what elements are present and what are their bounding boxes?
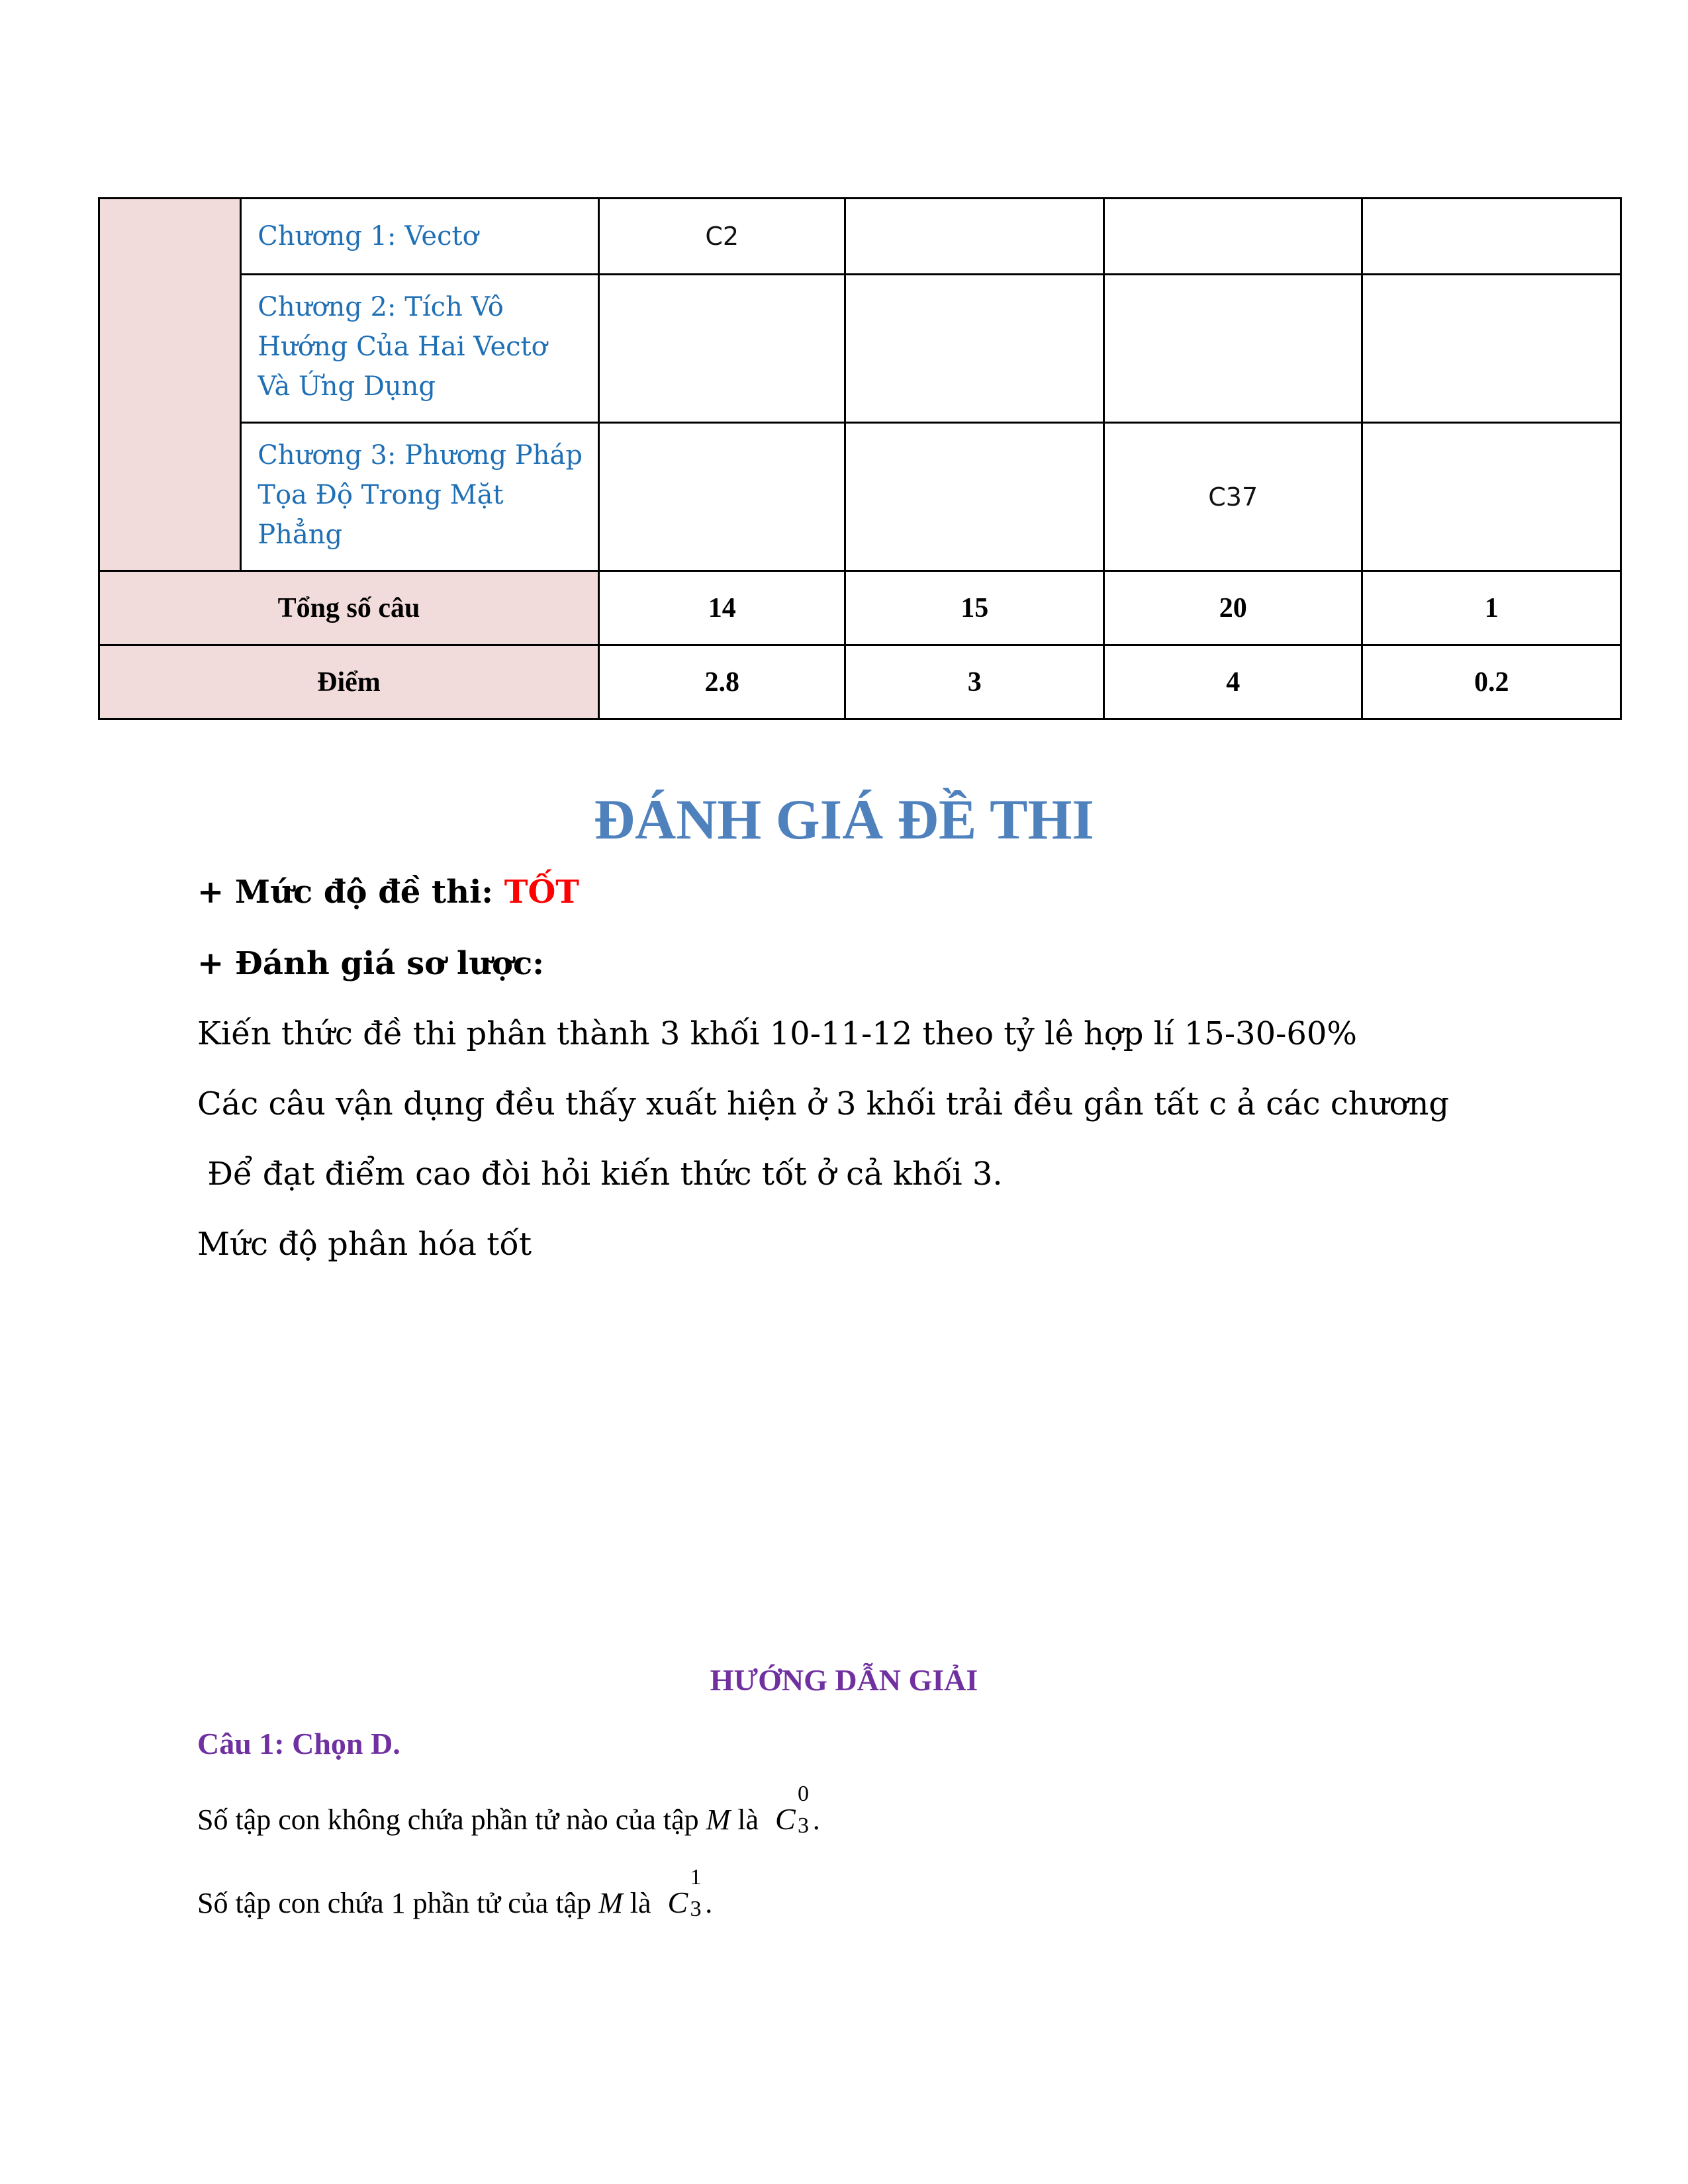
evaluation-line: Các câu vận dụng đều thấy xuất hiện ở 3 khối trải đều gần tất c ả các chương: [197, 1085, 1450, 1122]
combination-letter: C: [667, 1886, 688, 1919]
solution-text: là: [730, 1803, 767, 1836]
combination-symbol: [667, 1865, 713, 1921]
sentence-end: .: [812, 1803, 820, 1836]
points-value: 4: [1103, 645, 1362, 719]
table-cell: [598, 423, 845, 571]
points-value: 3: [845, 645, 1104, 719]
exam-level-value: TỐT: [504, 874, 579, 911]
table-cell: [1362, 199, 1621, 275]
combination-subscript: 3: [690, 1897, 702, 1921]
totals-label: Tổng số câu: [99, 571, 599, 645]
points-value: 0.2: [1362, 645, 1621, 719]
points-row: [99, 645, 1621, 719]
chapter-name: Chương 2: Tích Vô Hướng Của Hai Vectơ Và Ứng Dụng: [241, 275, 599, 423]
points-label: Điểm: [99, 645, 599, 719]
math-variable: M: [598, 1887, 623, 1919]
combination-symbol: [775, 1782, 820, 1838]
totals-value: 1: [1362, 571, 1621, 645]
table-cell: C37: [1103, 423, 1362, 571]
summary-label: + Đánh giá sơ lược:: [197, 945, 544, 982]
solution-line: [197, 1865, 713, 1921]
solution-line: [197, 1782, 820, 1838]
table-cell: [1103, 199, 1362, 275]
sentence-end: .: [705, 1887, 713, 1919]
table-cell: [845, 275, 1104, 423]
combination-superscript: 1: [690, 1865, 702, 1889]
totals-value: 20: [1103, 571, 1362, 645]
solution-text: Số tập con không chứa phần tử nào của tập: [197, 1803, 706, 1836]
solution-text: là: [622, 1887, 659, 1919]
totals-value: 15: [845, 571, 1104, 645]
evaluation-line: Mức độ phân hóa tốt: [197, 1226, 532, 1263]
table-row: [99, 275, 1621, 423]
combination-letter: C: [775, 1802, 796, 1836]
question-title: Câu 1: Chọn D.: [197, 1727, 400, 1760]
table-cell: [1362, 275, 1621, 423]
table-cell: [1103, 275, 1362, 423]
totals-row: [99, 571, 1621, 645]
table-row: [99, 199, 1621, 275]
totals-value: 14: [598, 571, 845, 645]
table-row: [99, 423, 1621, 571]
table-cell: [845, 199, 1104, 275]
points-value: 2.8: [598, 645, 845, 719]
table-cell: [598, 275, 845, 423]
evaluation-title: ĐÁNH GIÁ ĐỀ THI: [594, 788, 1094, 851]
exam-level-line: [197, 874, 579, 911]
evaluation-line: Kiến thức đề thi phân thành 3 khối 10-11-12 theo tỷ lê hợp lí 15-30-60%: [197, 1015, 1358, 1052]
exam-level-label: + Mức độ đề thi:: [197, 874, 504, 911]
evaluation-line: Để đạt điểm cao đòi hỏi kiến thức tốt ở cả khối 3.: [197, 1156, 1003, 1193]
solution-text: Số tập con chứa 1 phần tử của tập: [197, 1887, 599, 1919]
chapter-name: Chương 1: Vectơ: [241, 199, 599, 275]
table-cell: [1362, 423, 1621, 571]
solution-guide-title: HƯỚNG DẪN GIẢI: [710, 1663, 978, 1697]
combination-subscript: 3: [798, 1813, 810, 1838]
combination-superscript: 0: [798, 1782, 810, 1806]
table-cell: [845, 423, 1104, 571]
math-variable: M: [706, 1803, 731, 1836]
question-matrix-table: [98, 197, 1622, 720]
table-cell: C2: [598, 199, 845, 275]
grade-cell: [99, 199, 241, 571]
chapter-name: Chương 3: Phương Pháp Tọa Độ Trong Mặt Phẳng: [241, 423, 599, 571]
